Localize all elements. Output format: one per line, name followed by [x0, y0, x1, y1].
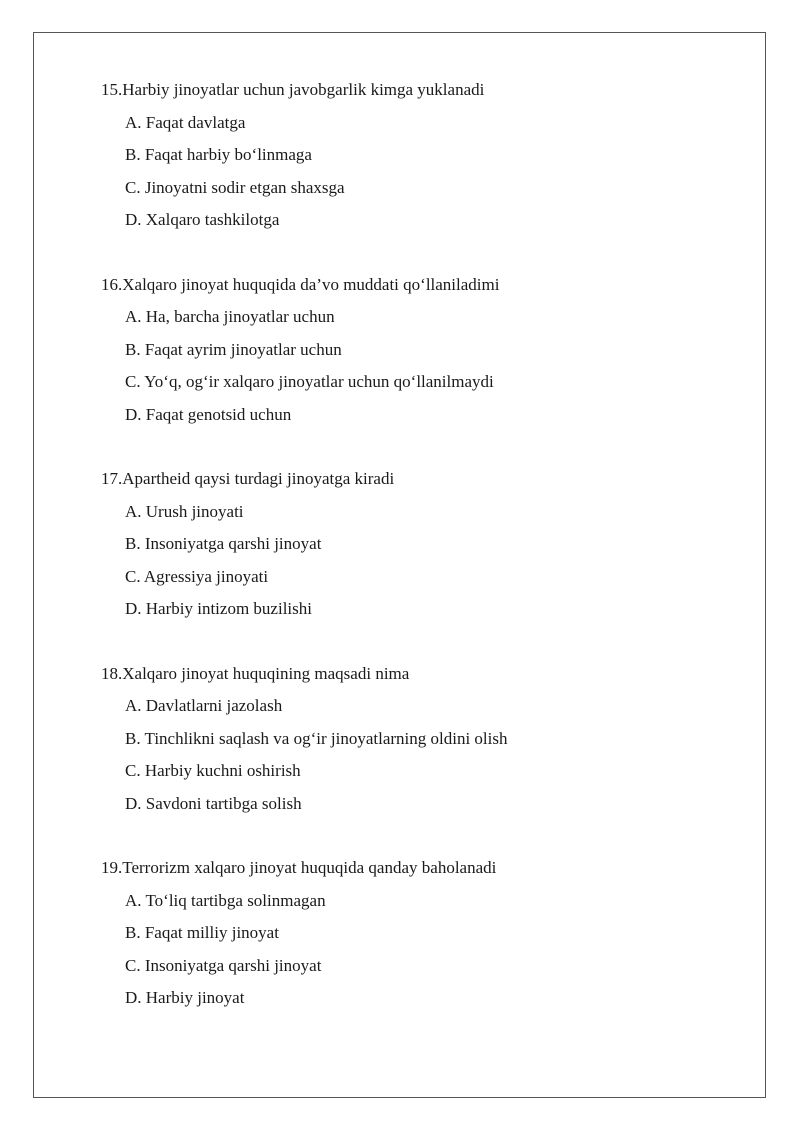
question-19 [101, 852, 741, 1015]
option-c: C. Yo‘q, og‘ir xalqaro jinoyatlar uchun qo‘llanilmaydi [125, 372, 494, 391]
question-title: 17.Apartheid qaysi turdagi jinoyatga kiradi [101, 469, 395, 488]
question-title: 18.Xalqaro jinoyat huquqining maqsadi nima [101, 663, 410, 683]
option-d: D. Savdoni tartibga solish [125, 793, 302, 813]
option-c: C. Jinoyatni sodir etgan shaxsga [125, 177, 345, 197]
option-a: A. Urush jinoyati [125, 501, 244, 521]
option-b: B. Faqat milliy jinoyat [125, 923, 279, 942]
option-b: B. Tinchlikni saqlash va og‘ir jinoyatlarning oldini olish [125, 728, 508, 748]
question-17 [101, 463, 741, 626]
question-title: 19.Terrorizm xalqaro jinoyat huquqida qanday baholanadi [101, 858, 497, 877]
question-18 [101, 658, 741, 821]
question-list [101, 74, 741, 1047]
question-15 [101, 74, 741, 237]
option-a: A. Davlatlarni jazolash [125, 696, 283, 715]
option-a: A. To‘liq tartibga solinmagan [125, 890, 326, 910]
option-a: A. Ha, barcha jinoyatlar uchun [125, 307, 335, 326]
option-c: C. Harbiy kuchni oshirish [125, 761, 301, 780]
question-16 [101, 269, 741, 432]
option-d: D. Xalqaro tashkilotga [125, 210, 280, 229]
option-b: B. Faqat harbiy bo‘linmaga [125, 145, 312, 164]
option-d: D. Harbiy intizom buzilishi [125, 599, 312, 618]
option-d: D. Faqat genotsid uchun [125, 404, 292, 424]
option-d: D. Harbiy jinoyat [125, 988, 245, 1007]
option-c: C. Agressiya jinoyati [125, 566, 269, 586]
option-b: B. Insoniyatga qarshi jinoyat [125, 534, 322, 553]
option-b: B. Faqat ayrim jinoyatlar uchun [125, 339, 342, 359]
option-a: A. Faqat davlatga [125, 112, 246, 132]
option-c: C. Insoniyatga qarshi jinoyat [125, 955, 322, 975]
question-title: 15.Harbiy jinoyatlar uchun javobgarlik kimga yuklanadi [101, 80, 485, 99]
question-title: 16.Xalqaro jinoyat huquqida da’vo muddati qo‘llaniladimi [101, 274, 500, 294]
